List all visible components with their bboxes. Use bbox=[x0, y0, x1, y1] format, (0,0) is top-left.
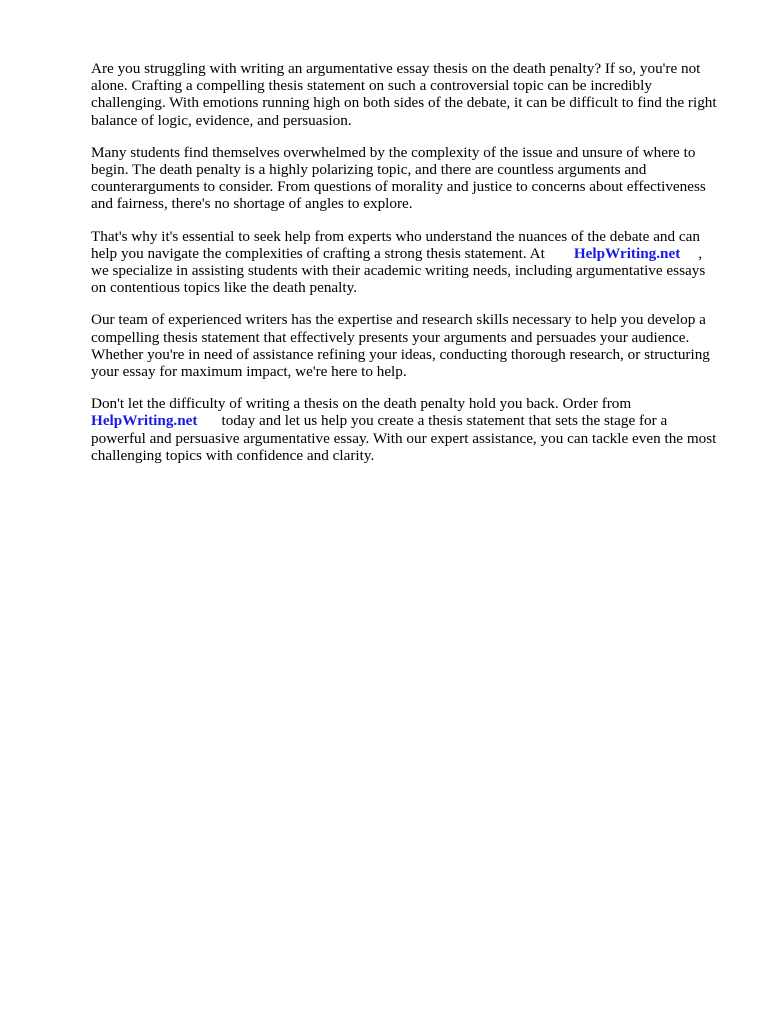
helpwriting-order-link[interactable]: HelpWriting.net bbox=[91, 412, 198, 430]
paragraph-seek-help-text-after: , we specialize in assisting students with their academic writing needs, including argumentative essays on contentious topics like the death penalty. bbox=[91, 244, 706, 297]
paragraph-seek-help bbox=[91, 228, 723, 297]
paragraph-order-text-before: Don't let the difficulty of writing a thesis on the death penalty hold you back. Order from bbox=[91, 395, 632, 413]
paragraph-order-text-after: today and let us help you create a thesis statement that sets the stage for a powerful and persuasive argumentative essay. With our expert assistance, you can tackle even the most challenging topics with confidence and clarity. bbox=[91, 412, 717, 464]
paragraph-seek-help-text-before: That's why it's essential to seek help from experts who understand the nuances of the debate and can help you navigate the complexities of crafting a strong thesis statement. At bbox=[91, 227, 700, 262]
paragraph-complexity: Many students find themselves overwhelmed by the complexity of the issue and unsure of where to begin. The death penalty is a highly polarizing topic, and there are countless arguments and counterarguments to consider. From questions of morality and justice to concerns about effectiveness and fairness, there's no shortage of angles to explore. bbox=[91, 143, 706, 213]
paragraph-team: Our team of experienced writers has the expertise and research skills necessary to help you develop a compelling thesis statement that effectively presents your arguments and persuades your audience. Whether you're in need of assistance refining your ideas, conducting thorough research, or structuring your essay for maximum impact, we're here to help. bbox=[91, 311, 710, 381]
paragraph-order bbox=[91, 395, 723, 464]
paragraph-intro: Are you struggling with writing an argumentative essay thesis on the death penalty? If so, you're not alone. Crafting a compelling thesis statement on such a controversial topic can be incredibly challenging. With emotions running high on both sides of the debate, it can be difficult to find the right balance of logic, evidence, and persuasion. bbox=[91, 60, 717, 129]
document-body bbox=[91, 60, 723, 479]
helpwriting-link[interactable]: HelpWriting.net bbox=[573, 244, 681, 262]
